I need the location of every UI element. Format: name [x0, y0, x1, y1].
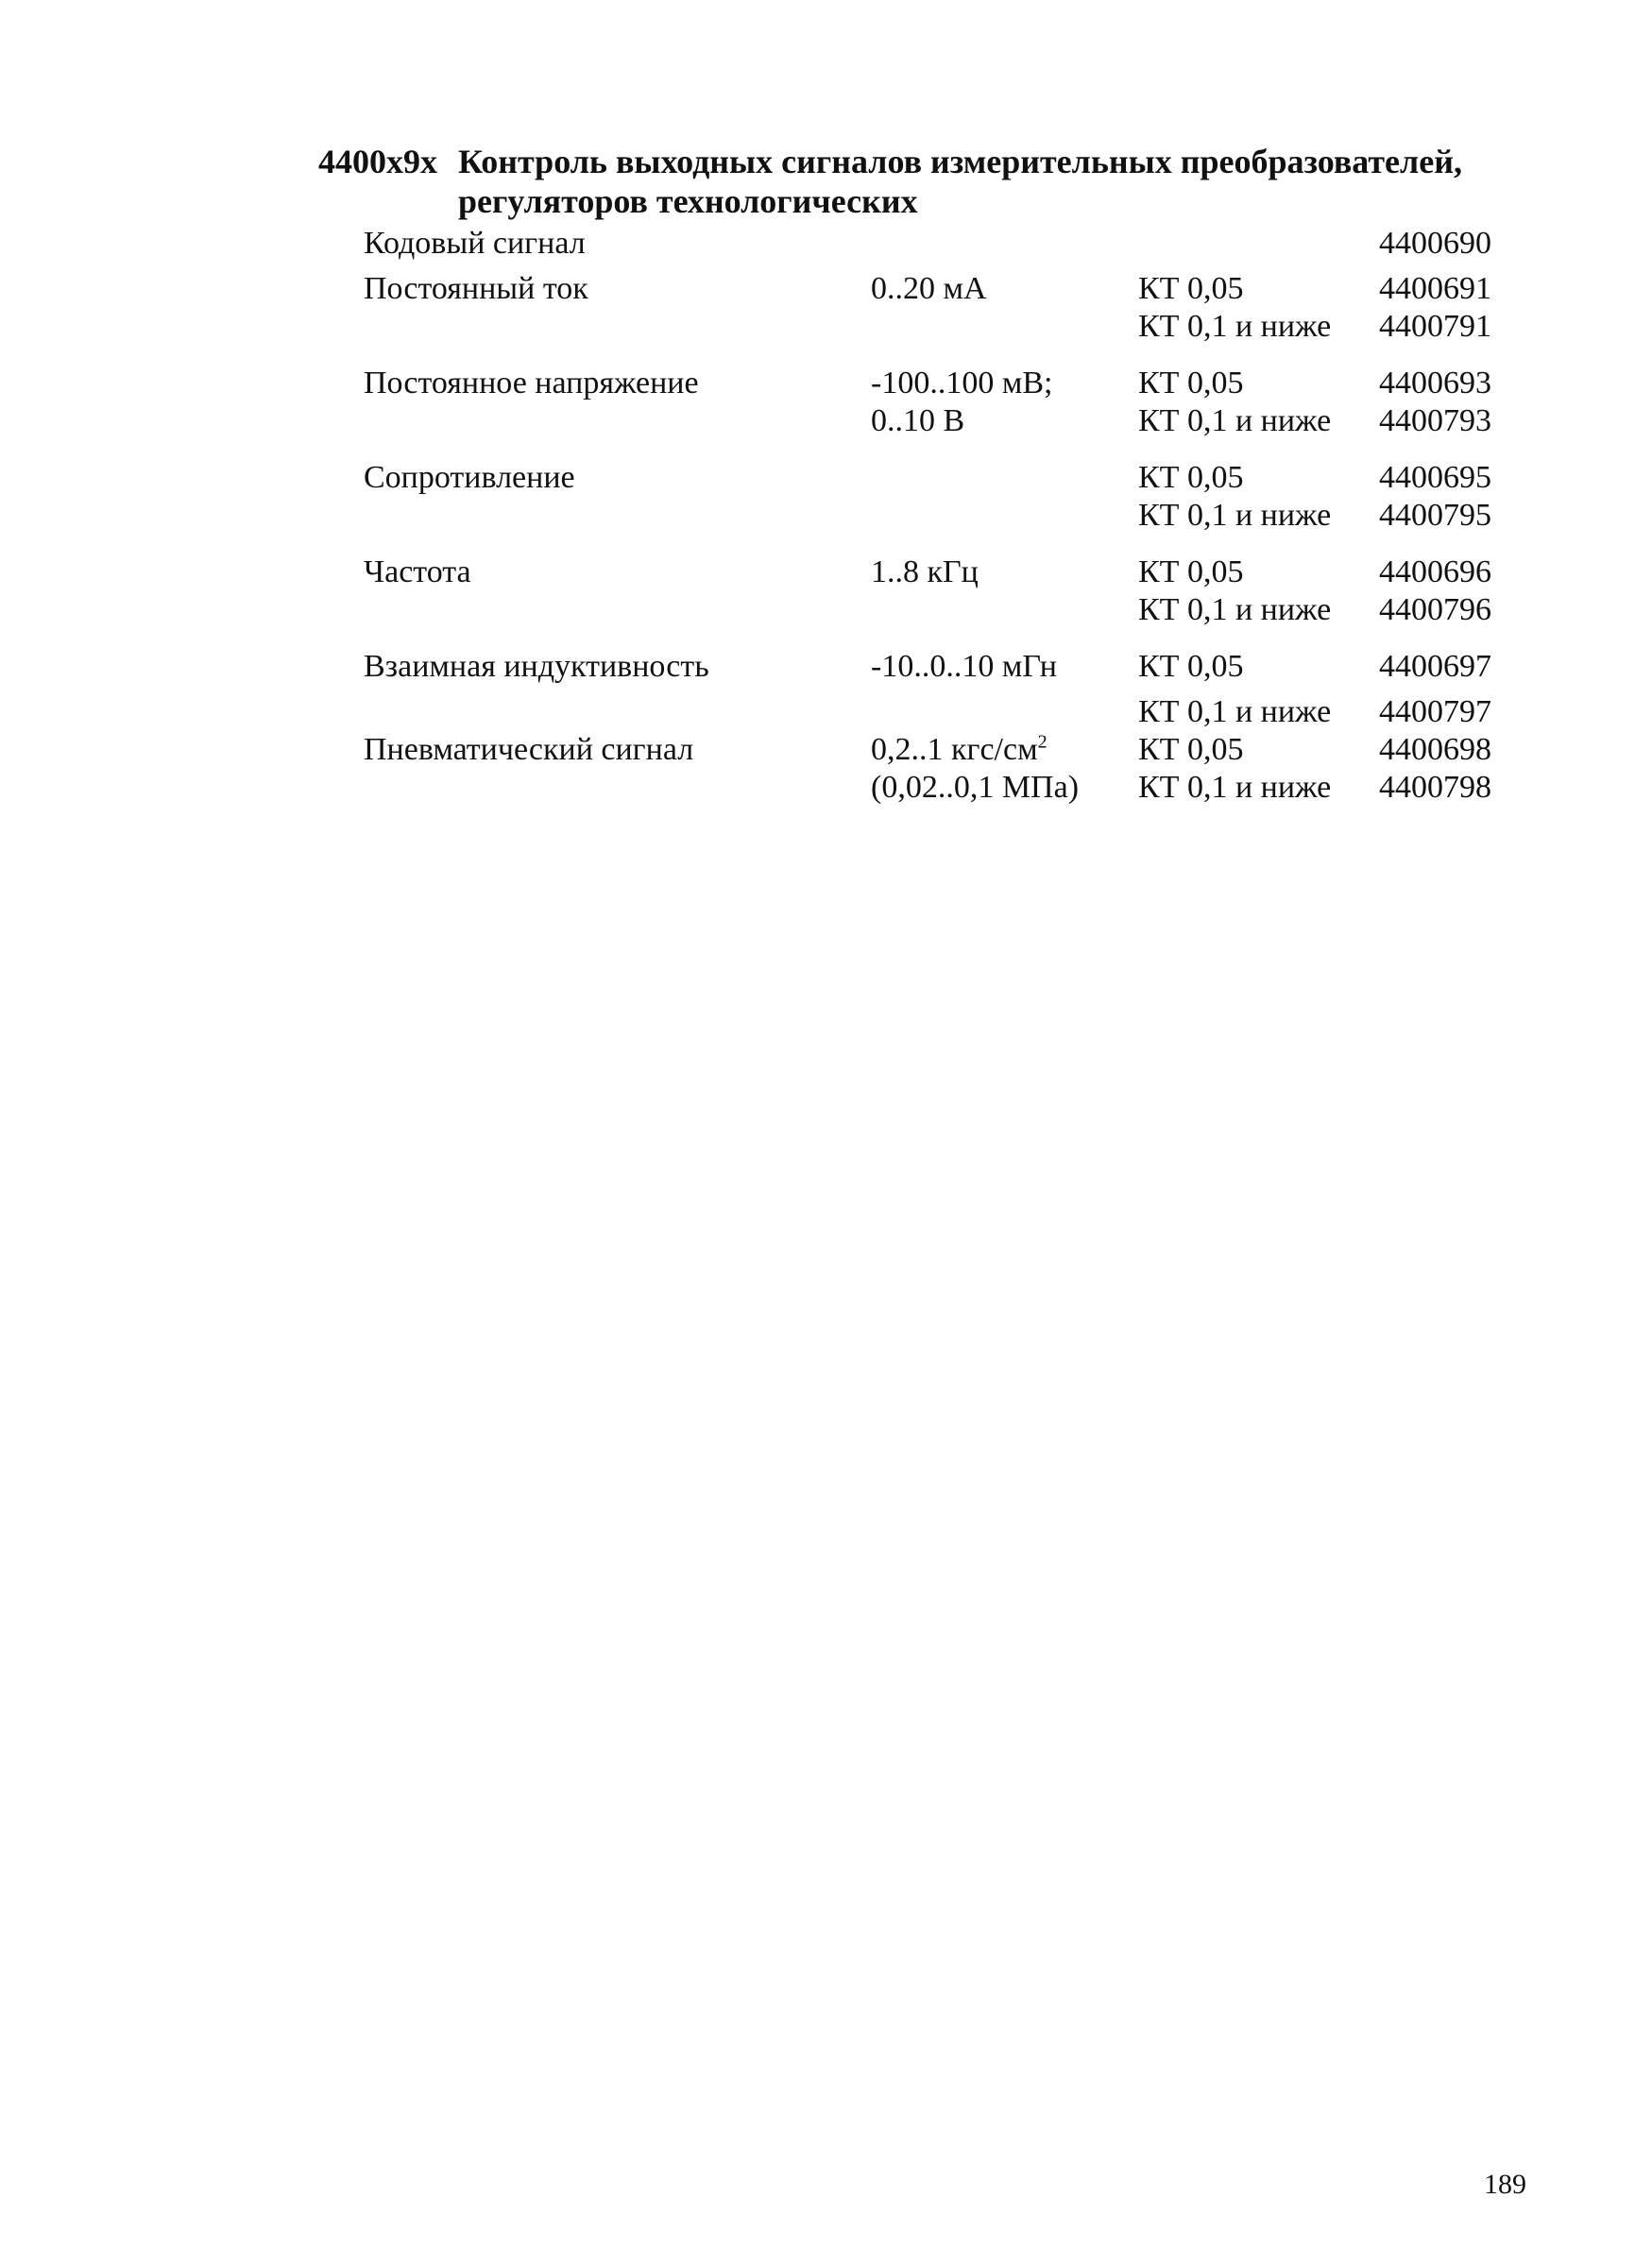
- table-row: [364, 731, 1535, 807]
- row-gap: [364, 346, 1535, 365]
- table-subrow: [364, 731, 1535, 769]
- accuracy-class: КТ 0,1 и ниже: [1138, 403, 1332, 438]
- code-table: [364, 225, 1535, 807]
- row-gap: [364, 535, 1535, 554]
- range-value: 1..8 кГц: [871, 554, 979, 589]
- table-row: [364, 365, 1535, 440]
- code-value: 4400793: [1379, 403, 1491, 438]
- accuracy-class: КТ 0,1 и ниже: [1138, 309, 1332, 344]
- code-value: 4400697: [1379, 649, 1491, 684]
- table-subrow: [364, 225, 1535, 263]
- accuracy-class: КТ 0,05: [1138, 366, 1244, 400]
- accuracy-class: КТ 0,05: [1138, 649, 1244, 684]
- accuracy-class: КТ 0,1 и ниже: [1138, 498, 1332, 533]
- row-gap: [364, 440, 1535, 459]
- code-value: 4400795: [1379, 498, 1491, 533]
- section-code: 4400x9x: [318, 143, 437, 180]
- range-text: 0,2..1 кгс/см: [871, 732, 1038, 767]
- superscript: 2: [1037, 731, 1047, 753]
- table-subrow: [364, 591, 1535, 629]
- table-subrow: [364, 648, 1535, 686]
- code-value: 4400796: [1379, 592, 1491, 627]
- signal-name: Сопротивление: [364, 460, 575, 495]
- code-value: 4400797: [1379, 694, 1491, 729]
- page-number: 189: [1484, 2169, 1526, 2200]
- heading-line-1: [318, 142, 1546, 181]
- table-row: [364, 459, 1535, 535]
- code-value: 4400693: [1379, 366, 1491, 400]
- code-value: 4400690: [1379, 226, 1491, 261]
- table-subrow: [364, 270, 1535, 308]
- table-subrow: [364, 554, 1535, 591]
- section-title-line-2: регуляторов технологических: [458, 182, 918, 220]
- accuracy-class: КТ 0,05: [1138, 554, 1244, 589]
- table-row: [364, 554, 1535, 629]
- signal-name: Постоянный ток: [364, 271, 588, 306]
- range-value: 0..10 В: [871, 403, 965, 438]
- table-subrow: [364, 365, 1535, 402]
- section-heading: [318, 142, 1546, 221]
- table-subrow: [364, 308, 1535, 346]
- accuracy-class: КТ 0,1 и ниже: [1138, 770, 1332, 805]
- code-value: 4400791: [1379, 309, 1491, 344]
- signal-name: Постоянное напряжение: [364, 366, 699, 400]
- table-row: [364, 270, 1535, 346]
- table-row: [364, 225, 1535, 263]
- accuracy-class: КТ 0,05: [1138, 732, 1244, 767]
- table-subrow: [364, 769, 1535, 807]
- accuracy-class: КТ 0,1 и ниже: [1138, 694, 1332, 729]
- row-gap: [364, 629, 1535, 648]
- table-subrow: [364, 402, 1535, 440]
- range-value: [871, 731, 1047, 769]
- range-value: -10..0..10 мГн: [871, 649, 1057, 684]
- range-value: 0..20 мА: [871, 271, 987, 306]
- code-value: 4400695: [1379, 460, 1491, 495]
- range-value: -100..100 мВ;: [871, 366, 1053, 400]
- code-value: 4400698: [1379, 732, 1491, 767]
- signal-name: Частота: [364, 554, 471, 589]
- code-value: 4400798: [1379, 770, 1491, 805]
- code-value: 4400691: [1379, 271, 1491, 306]
- accuracy-class: КТ 0,05: [1138, 460, 1244, 495]
- code-value: 4400696: [1379, 554, 1491, 589]
- row-gap: [364, 263, 1535, 270]
- range-value: (0,02..0,1 МПа): [871, 770, 1080, 805]
- signal-name: Пневматический сигнал: [364, 732, 694, 767]
- section-title-line-1: Контроль выходных сигналов измерительных преобразователей,: [458, 143, 1462, 180]
- table-subrow: [364, 693, 1535, 731]
- table-subrow: [364, 459, 1535, 497]
- table-row: [364, 648, 1535, 731]
- accuracy-class: КТ 0,05: [1138, 271, 1244, 306]
- accuracy-class: КТ 0,1 и ниже: [1138, 592, 1332, 627]
- signal-name: Взаимная индуктивность: [364, 649, 709, 684]
- table-subrow: [364, 497, 1535, 535]
- signal-name: Кодовый сигнал: [364, 226, 586, 261]
